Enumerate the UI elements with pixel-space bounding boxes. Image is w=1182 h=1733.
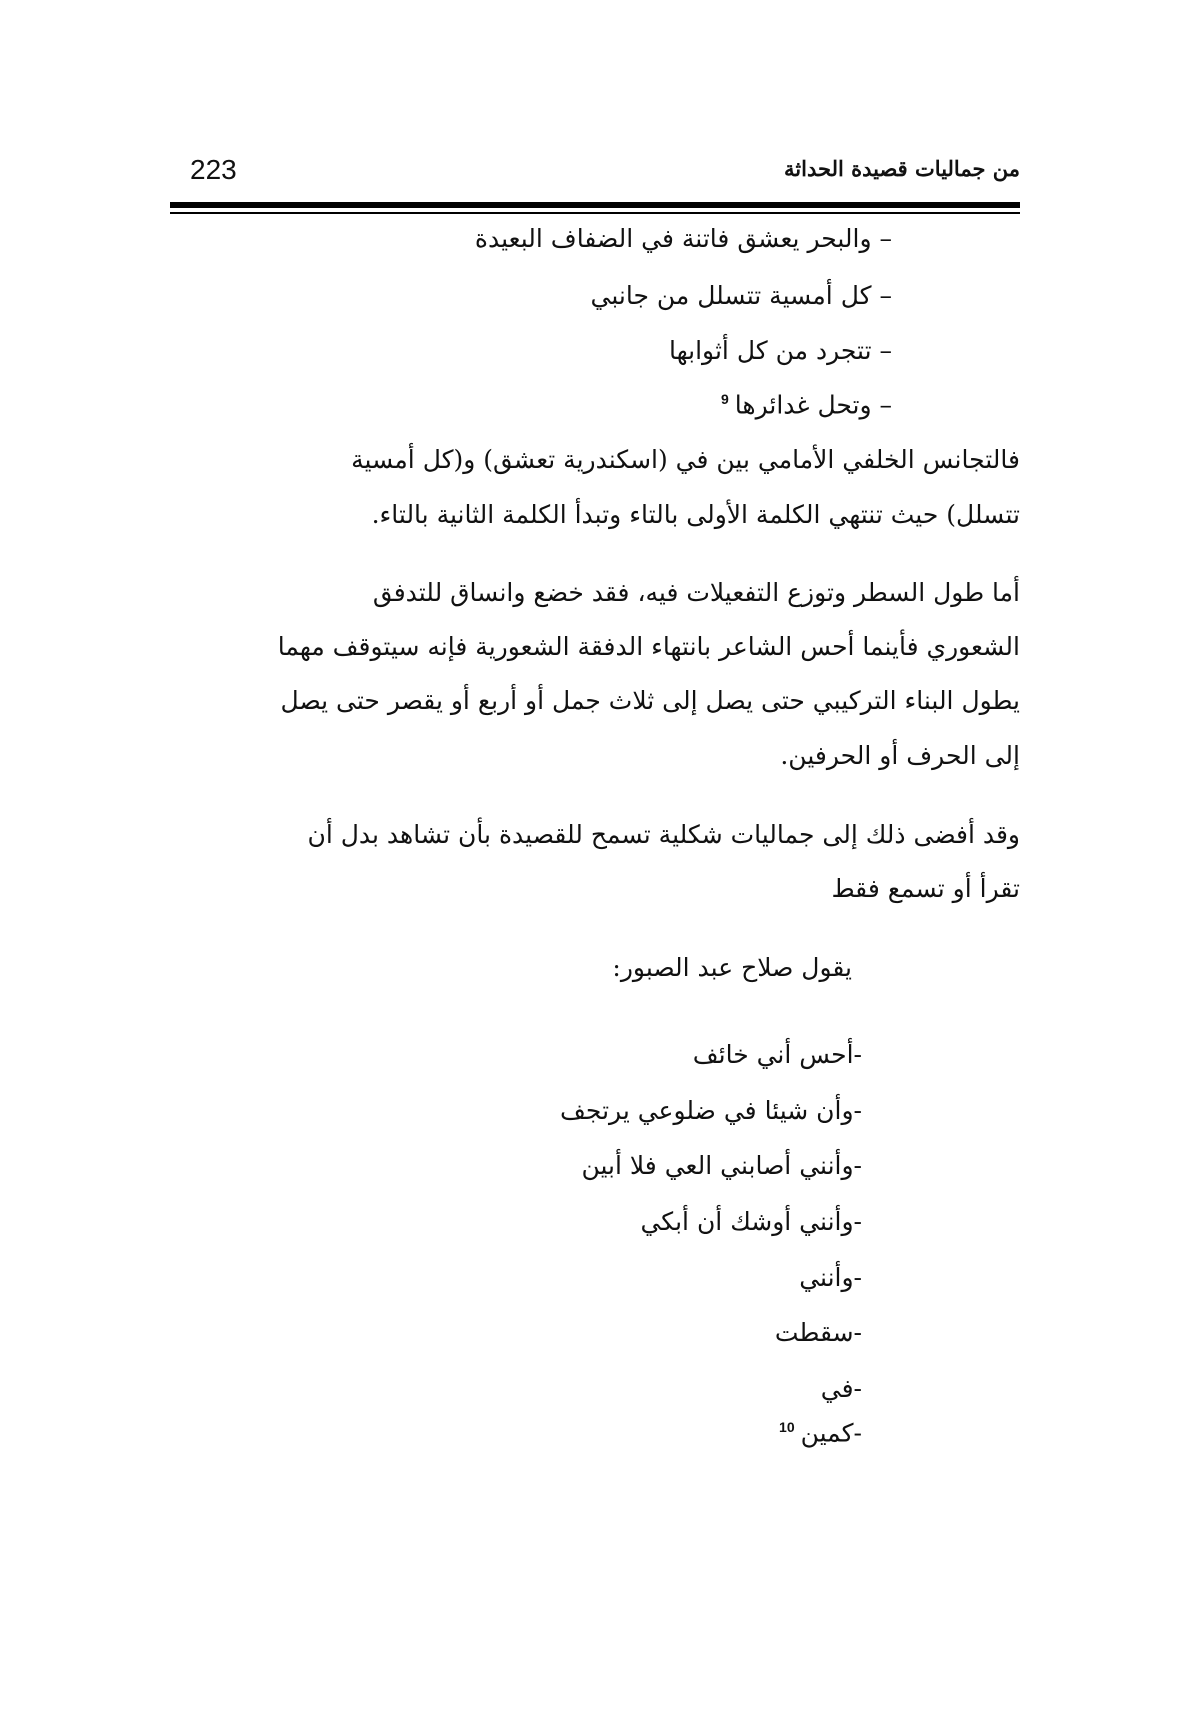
paragraph-line: أما طول السطر وتوزع التفعيلات فيه، فقد خضع وانساق للتدفق	[372, 578, 1020, 607]
paragraph-line: تتسلل) حيث تنتهي الكلمة الأولى بالتاء وتبدأ الكلمة الثانية بالتاء.	[371, 500, 1020, 529]
poem-line: -وأنني أصابني العي فلا أبين	[581, 1151, 862, 1180]
footnote-reference[interactable]: 9	[721, 391, 729, 407]
header-rule-thin	[170, 212, 1020, 214]
paragraph-line: إلى الحرف أو الحرفين.	[780, 741, 1020, 770]
poem-line: -وأنني	[799, 1263, 862, 1292]
poem-line: -في	[820, 1374, 862, 1403]
paragraph-line: وقد أفضى ذلك إلى جماليات شكلية تسمح للقصيدة بأن تشاهد بدل أن	[307, 820, 1020, 849]
running-title: من جماليات قصيدة الحداثة	[784, 156, 1020, 181]
paragraph-line: تقرأ أو تسمع فقط	[831, 874, 1020, 903]
verse-text: – وتحل غدائرها	[734, 390, 892, 420]
verse-line: – كل أمسية تتسلل من جانبي	[590, 281, 892, 310]
page-number: 223	[190, 154, 237, 185]
verse-text: -كمين	[800, 1418, 862, 1448]
verse-line: – والبحر يعشق فاتنة في الضفاف البعيدة	[474, 224, 892, 253]
verse-line	[721, 390, 892, 420]
poem-line: -سقطت	[774, 1318, 862, 1347]
paragraph-line: يطول البناء التركيبي حتى يصل إلى ثلاث جمل أو أربع أو يقصر حتى يصل	[280, 686, 1020, 715]
verse-line: – تتجرد من كل أثوابها	[669, 336, 892, 365]
quote-intro: يقول صلاح عبد الصبور:	[612, 953, 852, 982]
paragraph-line: فالتجانس الخلفي الأمامي بين في (اسكندرية تعشق) و(كل أمسية	[351, 445, 1020, 474]
poem-line: -أحس أني خائف	[692, 1040, 862, 1069]
footnote-reference[interactable]: 10	[779, 1419, 795, 1435]
poem-line: -وأن شيئا في ضلوعي يرتجف	[560, 1096, 862, 1125]
header-rule	[170, 202, 1020, 208]
poem-line	[779, 1418, 862, 1448]
poem-line: -وأنني أوشك أن أبكي	[640, 1207, 862, 1236]
paragraph-line: الشعوري فأينما أحس الشاعر بانتهاء الدفقة الشعورية فإنه سيتوقف مهما	[277, 632, 1020, 661]
running-header	[170, 150, 1020, 200]
